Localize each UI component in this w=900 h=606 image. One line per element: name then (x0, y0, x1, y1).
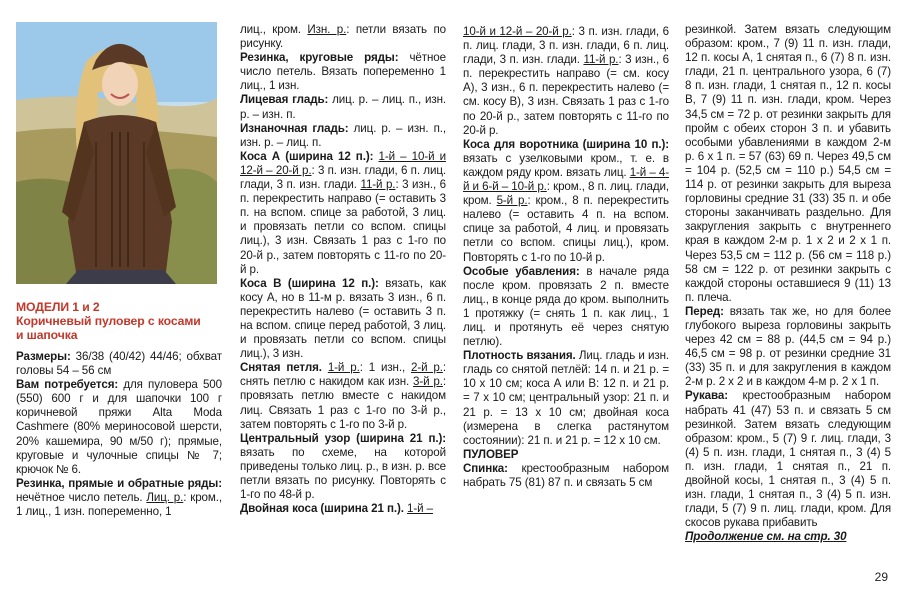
column-1 (16, 22, 222, 519)
slip-stitch-paragraph: Снятая петля. 1-й р.: 1 изн., 2-й р.: снять петлю с накидом как изн. 3-й р.: провязать петлю вместе с накидом лиц. Связать 1 раз с 1-го по 3-й р., затем повторять с 1-го по 3-й р. (240, 361, 446, 431)
double-cable-paragraph: Двойная коса (ширина 21 п.). 1-й – (240, 502, 433, 516)
wrong-side-paragraph: лиц., кром. Изн. р.: петли вязать по рисунку. (240, 23, 446, 51)
back-cont-paragraph: резинкой. Затем вязать следующим образом: кром., 7 (9) 11 п. изн. глади, 12 п. косы А, 1 снятая п., 6 (7) 8 п. изн. глади, 21 п. центрального узора, 6 (7) 8 п. изн. глади, 1 снятая п., 12 п. косы В, 7 (9) 11 п. изн. глади, кром. Через 34,5 см = 72 р. от резинки закрыть для пройм с обеих сторон 3 п. и убавить особыми убавлениями в каждом 2-м р. 6 х 1 п. = 57 (63) 69 п. Через 49,5 см = 104 р. (52,5 см = 110 р.) 54,5 см = 114 р. от резинки закрыть для выреза горловины средние 31 (33) 35 п. и обе стороны заканчивать раздельно. Для закругления закрыть с внутреннего края в каждом 2-м р. 1 х 2 и 2 х 1 п. Через 53,5 см = 112 р. (56 см = 118 р.) 58 см = 122 р. от резинки закрыть с каждой стороны оставшиеся 9 (11) 13 п. плеча. (685, 23, 891, 304)
model-title (16, 300, 222, 342)
materials-paragraph: Вам потребуется: для пуловера 500 (550) 600 г и для шапочки 100 г коричневой пряжи Alta Moda Cashmere (80% мериносовой шерсти, 20% кашемира, 90 м/50 г); прямые, круговые и чулочные спицы № 7; крючок № 6. (16, 378, 222, 476)
back-paragraph: Спинка: крестообразным набором набрать 75 (81) 87 п. и связать 5 см (463, 461, 669, 489)
stockinette-paragraph: Лицевая гладь: лиц. р. – лиц. п., изн. р. – изн. п. (240, 93, 447, 121)
sizes-paragraph: Размеры: 36/38 (40/42) 44/46; обхват головы 54 – 56 см (16, 350, 222, 378)
rib-paragraph: Резинка, прямые и обратные ряды: нечётное число петель. Лиц. р.: кром., 1 лиц., 1 изн. попеременно, 1 (16, 476, 222, 519)
woman-in-sweater-illustration (16, 22, 217, 284)
pullover-heading: ПУЛОВЕР (463, 447, 519, 461)
column-3 (463, 25, 669, 490)
cable-a-paragraph: Коса А (ширина 12 п.): 1-й – 10-й и 12-й – 20-й р.: 3 п. изн. глади, 6 п. лиц. глади, 3 п. изн. глади. 11-й р.: 3 изн., 6 п. перекрестить направо (= оставить 3 п. на вспом. спице за работой, 3 лиц. и провязать петли со вспом. спицы лиц.), 3 изн. Связать 1 раз с 1-го по 20-й р., затем повторять с 11-го по 20-й р. (240, 149, 446, 276)
model-photo (16, 22, 217, 284)
continued-link[interactable]: Продолжение см. на стр. 30 (685, 530, 847, 544)
cable-b-paragraph: Коса В (ширина 12 п.): вязать, как косу А, но в 11-м р. вязать 3 изн., 6 п. перекрестить налево (= оставить 3 п. на вспом. спице перед работой, 3 лиц. и провязать петли со вспом. спицы лиц.), 3 изн. (240, 276, 446, 361)
gauge-paragraph: Плотность вязания. Лиц. гладь и изн. гладь со снятой петлёй: 14 п. и 21 р. = 10 х 10 см; коса А или В: 12 п. и 21 р. = 7 х 10 см; центральный узор: 21 п. и 21 р. = 13 х 10 см; двойная коса (измерена в слегка растянутом состоянии): 21 п. и 21 р. = 12 х 10 см. (463, 349, 669, 447)
page-number: 29 (874, 570, 888, 584)
decreases-paragraph: Особые убавления: в начале ряда после кром. провязать 2 п. вместе лиц., в конце ряда до кром. выполнить 1 протяжку (= снять 1 п. как лиц., 1 лиц. и протянуть её через снятую петлю). (463, 264, 669, 349)
column-4 (685, 23, 891, 544)
round-rib-paragraph: Резинка, круговые ряды: чётное число петель. Вязать попеременно 1 лиц., 1 изн. (240, 51, 446, 93)
double-cable-cont-paragraph: 10-й и 12-й – 20-й р.: 3 п. изн. глади, 6 п. лиц. глади, 3 п. изн. глади, 6 п. лиц. глади, 3 п. изн. глади. 11-й р.: 3 изн., 6 п. перекрестить направо (= см. косу А), 3 изн., 6 п. перекрестить налево (= см. косу В), 3 изн. Связать 1 раз с 1-го по 20-й р., затем повторять с 11-го по 20-й р. (463, 25, 669, 137)
reverse-stockinette-paragraph: Изнаночная гладь: лиц. р. – изн. п., изн. р. – лиц. п. (240, 121, 446, 149)
sleeves-paragraph: Рукава: крестообразным набором набрать 41 (47) 53 п. и связать 5 см резинкой. Затем вязать следующим образом: кром., 5 (7) 9 г. лиц. глади, 3 (4) 5 п. изн. глади, 1 снятая п., 3 (4) 5 п. изн. глади, 1 снятая п., 21 п. двойной косы, 1 снятая п., 3 (4) 5 п. изн. глади, 1 снятая п., 3 (4) 5 п. изн. глади, 5 (7) 9 п. лиц. глади, кром. Для скосов рукава прибавить (685, 389, 891, 530)
collar-cable-paragraph: Коса для воротника (ширина 10 п.): вязать с узелковыми кром., т. е. в каждом ряду кром. вязать лиц. 1-й – 4-й и 6-й – 10-й р.: кром., 8 п. лиц. глади, кром. 5-й р.: кром., 8 п. перекрестить налево (= оставить 4 п. на вспом. спице за работой, 4 лиц. и провязать петли со вспом. спицы лиц.), кром. Повторять с 1-го по 10-й р. (463, 137, 670, 264)
central-pattern-paragraph: Центральный узор (ширина 21 п.): вязать по схеме, на которой приведены только лиц. р., в изн. р. все петли вязать по рисунку. Повторять с 1-го по 48-й р. (240, 431, 446, 502)
model-title-line-1: МОДЕЛИ 1 и 2 (16, 300, 100, 314)
front-paragraph: Перед: вязать так же, но для более глубокого выреза горловины закрыть через 42 см = 88 р. (44,5 см = 94 р.) 46,5 см = 98 р. от резинки средние 31 (33) 35 п. и для закругления в каждом 2-м р. 2 х 2 и в каждом 4-м р. 2 х 1 п. (685, 304, 891, 389)
model-title-line-2: Коричневый пуловер с косами (16, 314, 201, 328)
model-title-line-3: и шапочка (16, 328, 78, 342)
column-2 (240, 23, 446, 516)
